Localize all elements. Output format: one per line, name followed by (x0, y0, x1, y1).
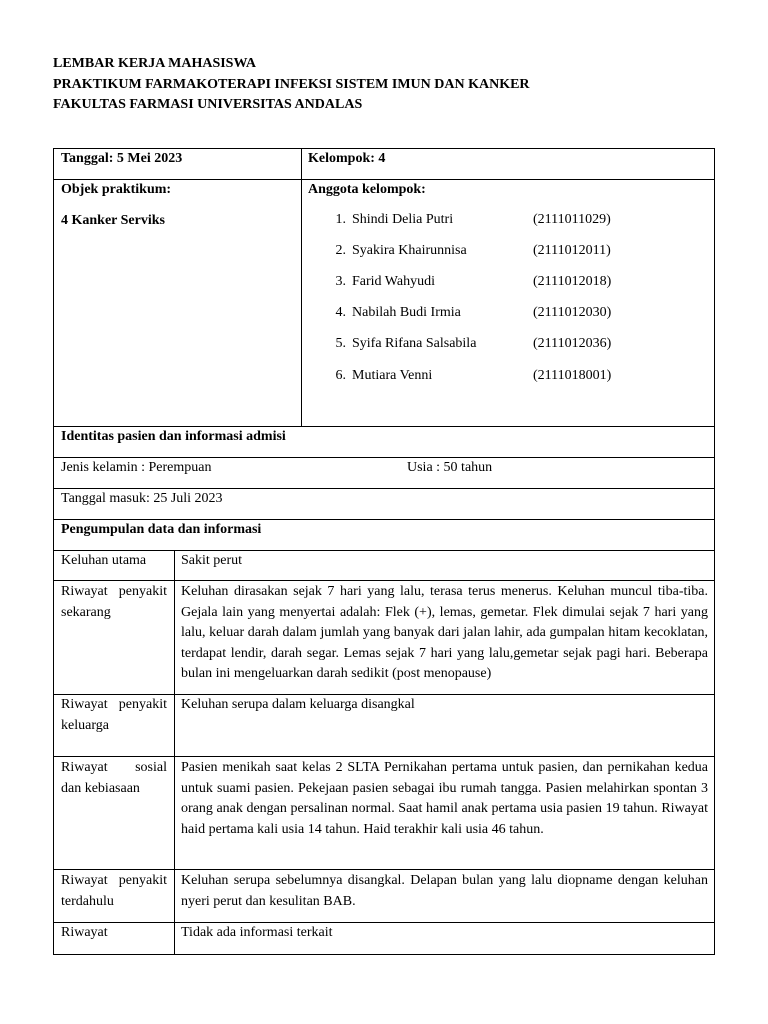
row-value-history: Tidak ada informasi terkait (181, 925, 333, 940)
row-label-history: Riwayat (61, 925, 108, 940)
object-value: 4 Kanker Serviks (61, 213, 165, 228)
member-name: Farid Wahyudi (352, 274, 435, 289)
member-nim: (2111012036) (533, 336, 612, 351)
date-field: Tanggal: 5 Mei 2023 (61, 151, 183, 166)
row-value-social-history: Pasien menikah saat kelas 2 SLTA Pernikahan pertama untuk pasien, dan pernikahan kedua untuk suami pasien. Pekejaan pasien sebagai ibu rumah tangga. Pasien melahirkan spontan 3 orang anak dengan persalinan normal. Saat hamil anak pertama usia pasien 19 tahun. Riwayat haid pertama kali usia 14 tahun. Haid terakhir kali usia 46 tahun. (181, 760, 708, 837)
row-label-chief-complaint: Keluhan utama (61, 553, 147, 568)
member-nim: (2111012011) (533, 243, 611, 258)
row-value-family-history: Keluhan serupa dalam keluarga disangkal (181, 697, 415, 712)
row-value-chief-complaint: Sakit perut (181, 553, 243, 568)
patient-section-title: Identitas pasien dan informasi admisi (61, 429, 286, 444)
admission-date-field: Tanggal masuk: 25 Juli 2023 (61, 491, 223, 506)
row-label-family-history: Riwayat penyakit keluarga (61, 697, 167, 733)
row-value-present-illness: Keluhan dirasakan sejak 7 hari yang lalu, terasa terus menerus. Keluhan muncul tiba-tiba. Gejala lain yang menyertai adalah: Flek (+), lemas, gemetar. Flek dimulai sejak 7 hari yang lalu, keluar darah dalam jumlah yang banyak dari jalan lahir, ada gumpalan hitam kecoklatan, terdapat lendir, darah segar. Lemas sejak 7 hari yang lalu,gemetar sejak pagi hari. Beberapa bulan ini mengeluarkan darah sedikit (post menopause) (181, 584, 708, 682)
header-title: LEMBAR KERJA MAHASISWA (53, 56, 257, 71)
object-label: Objek praktikum: (61, 182, 172, 197)
gender-field: Jenis kelamin : Perempuan (61, 460, 212, 475)
data-section-title: Pengumpulan data dan informasi (61, 522, 262, 537)
members-label: Anggota kelompok: (308, 182, 426, 197)
member-nim: (2111011029) (533, 212, 611, 227)
member-nim: (2111018001) (533, 368, 612, 383)
member-name: Nabilah Budi Irmia (352, 305, 461, 320)
member-name: Syakira Khairunnisa (352, 243, 467, 258)
row-label-social-history: Riwayat sosial dan kebiasaan (61, 760, 167, 796)
age-field: Usia : 50 tahun (407, 460, 493, 475)
member-nim: (2111012018) (533, 274, 612, 289)
row-label-present-illness: Riwayat penyakit sekarang (61, 584, 167, 620)
document-header (53, 54, 530, 116)
header-faculty: FAKULTAS FARMASI UNIVERSITAS ANDALAS (53, 97, 363, 112)
header-course: PRAKTIKUM FARMAKOTERAPI INFEKSI SISTEM IMUN DAN KANKER (53, 76, 530, 92)
member-name: Mutiara Venni (352, 368, 433, 383)
member-name: Shindi Delia Putri (352, 212, 454, 227)
row-label-past-illness: Riwayat penyakit terdahulu (61, 873, 167, 909)
member-name: Syifa Rifana Salsabila (352, 336, 477, 351)
member-nim: (2111012030) (533, 305, 612, 320)
row-value-past-illness: Keluhan serupa sebelumnya disangkal. Delapan bulan yang lalu diopname dengan keluhan nyeri perut dan kesulitan BAB. (181, 873, 708, 909)
group-field: Kelompok: 4 (308, 151, 386, 166)
